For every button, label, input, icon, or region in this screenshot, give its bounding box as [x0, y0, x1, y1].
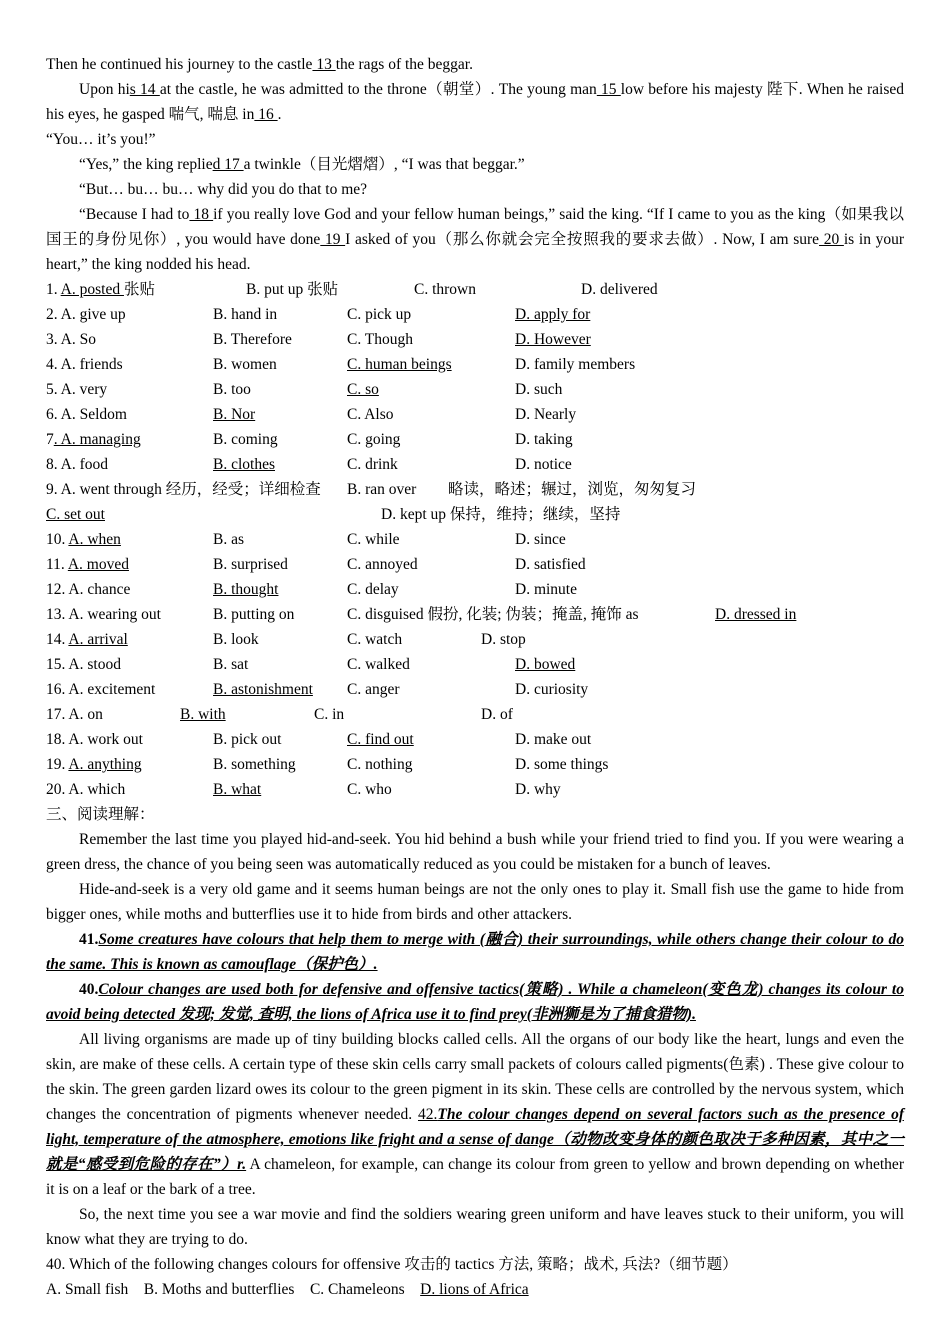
worksheet-page — [46, 52, 904, 1302]
option-c: C. Though — [347, 331, 414, 348]
story-text: Upon hi — [79, 81, 130, 98]
blank-16: 16 — [254, 106, 278, 123]
highlighted-sentence: Some creatures have colours that help them to merge with (融合) their surroundings, while others change their colour to do the same. This is known as camouflage（保护色）. — [46, 931, 904, 973]
paragraph-text: All living organisms are made up of tiny building blocks called cells. All the organs of our body like the heart, lungs and even the skin, are make of these cells. A certain type of these skin cells carry small packets of colours called pigments(色素) . These give colour to the skin. The green garden lizard owes its colour to the green pigment in its skin. These cells are controlled by the nervous system, which changes the concentration of pigments whenever needed. — [46, 1031, 904, 1123]
option-a: A. Seldom — [60, 406, 127, 423]
paragraph-text: A chameleon, for example, can change its colour from green to yellow and brown depending on whether it is on a leaf or the bark of a tree. — [46, 1156, 904, 1198]
story-line-4 — [46, 152, 904, 177]
blank-18: 18 — [189, 206, 214, 223]
story-text: at the castle, he was admitted to the throne（朝堂）. The young man — [159, 81, 597, 98]
option-b: B. surprised — [213, 556, 288, 573]
option-d: D. notice — [515, 456, 572, 473]
option-c: C. in — [314, 706, 345, 723]
story-text: . — [277, 106, 282, 123]
blank-13: 13 — [312, 56, 336, 73]
option-row-7: 7. A. managing B. coming C. going D. taking — [46, 427, 904, 452]
option-b: B. what — [213, 781, 262, 798]
option-row-19: 19. A. anything B. something C. nothing D. some things — [46, 752, 904, 777]
option-c: C. disguised 假扮, 化装; 伪装；掩盖, 掩饰 as — [347, 606, 639, 623]
question-40: 40. Which of the following changes colours for offensive 攻击的 tactics 方法, 策略；战术, 兵法?（细节题） — [46, 1256, 738, 1273]
option-row-1: 1. A. posted 张贴 B. put up 张贴 C. thrown D. delivered — [46, 277, 904, 302]
option-a: A. Small fish — [46, 1281, 129, 1298]
paragraph-number: 40. — [79, 981, 99, 998]
option-a: A. arrival — [68, 631, 128, 648]
option-b: B. pick out — [213, 731, 282, 748]
option-c: C. while — [347, 531, 400, 548]
option-row-12: 12. A. chance B. thought C. delay D. minute — [46, 577, 904, 602]
option-row-9b — [46, 502, 904, 527]
option-a: A. posted — [60, 281, 124, 298]
option-a: A. when — [68, 531, 121, 548]
option-b: B. something — [213, 756, 296, 773]
option-b: B. sat — [213, 656, 249, 673]
highlighted-sentence: Colour changes are used both for defensive and offensive tactics(策略) . While a chameleon(变色龙) changes its colour to avoid being detected 发现; 发觉, 查明, the lions of Africa use it to find prey(非洲狮是为了捕食猎物). — [46, 981, 904, 1023]
option-a: A. moved — [67, 556, 129, 573]
option-row-11: 11. A. moved B. surprised C. annoyed D. satisfied — [46, 552, 904, 577]
story-text: “Yes,” the king replie — [79, 156, 213, 173]
option-d: D. delivered — [581, 281, 658, 298]
option-a: A. excitement — [68, 681, 156, 698]
story-line-1 — [46, 52, 904, 77]
option-c: C. so — [347, 381, 379, 398]
blank-19: 19 — [320, 231, 346, 248]
story-text: is in your heart,” the king nodded his head. — [46, 231, 905, 273]
option-b: B. thought — [213, 581, 279, 598]
option-row-6: 6. A. Seldom B. Nor C. Also D. Nearly — [46, 402, 904, 427]
blank-20: 20 — [819, 231, 844, 248]
option-row-13: 13. A. wearing out B. putting on C. disguised 假扮, 化装; 伪装；掩盖, 掩饰 as D. dressed in — [46, 602, 904, 627]
story-line-5: “But… bu… bu… why did you do that to me? — [79, 181, 368, 198]
option-d: D. kept up 保持，维持；继续，坚持 — [381, 506, 621, 523]
option-d: D. Nearly — [515, 406, 577, 423]
option-row-16: 16. A. excitement B. astonishment C. anger D. curiosity — [46, 677, 904, 702]
option-d: D. family members — [515, 356, 636, 373]
story-text: a twinkle（目光熠熠）, “I was that beggar.” — [243, 156, 525, 173]
option-c: C. human beings — [347, 356, 452, 373]
option-d: D. bowed — [515, 656, 576, 673]
option-d: D. curiosity — [515, 681, 589, 698]
story-text: if you really love God and your fellow human beings,” said the king. “If I came to you as the king（如果我以国王的身份见你）, you would have done — [46, 206, 904, 248]
option-c: C. delay — [347, 581, 399, 598]
option-c: C. anger — [347, 681, 400, 698]
option-c: C. walked — [347, 656, 410, 673]
option-d: D. satisfied — [515, 556, 586, 573]
option-b: B. too — [213, 381, 251, 398]
option-c: C. going — [347, 431, 401, 448]
option-b: B. put up 张贴 — [246, 281, 339, 298]
reading-paragraph-1: Remember the last time you played hid-and-seek. You hid behind a bush while your friend tried to find you. If you were wearing a green dress, the chance of you being seen was automatically reduced as you could be mistaken for a bunch of leaves. — [46, 831, 904, 873]
option-c: C. Also — [347, 406, 394, 423]
option-b: B. astonishment — [213, 681, 313, 698]
section-heading: 三、阅读理解： — [46, 806, 155, 823]
options-list — [46, 277, 904, 802]
option-a: A. food — [60, 456, 109, 473]
option-row-14: 14. A. arrival B. look C. watch D. stop — [46, 627, 904, 652]
option-c: C. set out — [46, 506, 105, 523]
option-b: B. clothes — [213, 456, 275, 473]
option-c: C. who — [347, 781, 392, 798]
option-a: A. on — [68, 706, 103, 723]
option-b: B. ran over — [347, 481, 417, 498]
option-row-8: 8. A. food B. clothes C. drink D. notice — [46, 452, 904, 477]
option-d: D. lions of Africa — [420, 1281, 529, 1298]
option-a: A. friends — [60, 356, 123, 373]
option-a: A. which — [68, 781, 126, 798]
blank-17: d 17 — [212, 156, 244, 173]
option-a: A. anything — [68, 756, 142, 773]
option-a: A. went through 经历，经受；详细检查 — [60, 481, 321, 498]
option-a: A. very — [60, 381, 108, 398]
option-d: D. dressed in — [715, 606, 797, 623]
option-row-18: 18. A. work out B. pick out C. find out D. make out — [46, 727, 904, 752]
option-row-17: 17. A. on B. with C. in D. of — [46, 702, 904, 727]
reading-paragraph-6: So, the next time you see a war movie and find the soldiers wearing green uniform and have leaves stuck to their uniform, you will know what they are trying to do. — [46, 1206, 904, 1248]
option-row-5: 5. A. very B. too C. so D. such — [46, 377, 904, 402]
story-text: Then he continued his journey to the castle — [46, 56, 313, 73]
option-d: D. make out — [515, 731, 592, 748]
question-40-options — [46, 1277, 904, 1302]
paragraph-number: 42. — [418, 1106, 438, 1123]
option-b: B. look — [213, 631, 259, 648]
option-c: C. nothing — [347, 756, 413, 773]
option-d: D. minute — [515, 581, 577, 598]
option-d: D. some things — [515, 756, 609, 773]
option-b: B. Nor — [213, 406, 256, 423]
story-line-3: “You… it’s you!” — [46, 131, 156, 148]
option-d: D. stop — [481, 631, 526, 648]
blank-14: s 14 — [129, 81, 160, 98]
story-text: the rags of the beggar. — [335, 56, 473, 73]
option-a: A. So — [60, 331, 96, 348]
option-a: A. chance — [68, 581, 131, 598]
option-row-3: 3. A. So B. Therefore C. Though D. However — [46, 327, 904, 352]
blank-15: 15 — [596, 81, 621, 98]
option-c: C. watch — [347, 631, 403, 648]
story-paragraph-2 — [46, 77, 904, 127]
option-c: C. pick up — [347, 306, 412, 323]
option-b: B. with — [180, 706, 226, 723]
option-d: D. since — [515, 531, 566, 548]
option-a: A. wearing out — [68, 606, 161, 623]
option-b: B. Therefore — [213, 331, 292, 348]
story-paragraph-6 — [46, 202, 904, 277]
paragraph-number: 41. — [79, 931, 99, 948]
option-row-10: 10. A. when B. as C. while D. since — [46, 527, 904, 552]
story-text: “Because I had to — [79, 206, 190, 223]
option-c: C. drink — [347, 456, 398, 473]
option-b: B. putting on — [213, 606, 295, 623]
highlighted-sentence: The colour changes depend on several factors such as the presence of light, temperature of the atmosphere, emotions like fright and a sense of dange（动物改变身体的颜色取决于多种因素，其中之一就是“感受到危险的存在”）r. — [46, 1106, 904, 1173]
option-c: C. annoyed — [347, 556, 418, 573]
option-d: D. of — [481, 706, 513, 723]
reading-paragraph-3 — [46, 927, 904, 977]
option-row-9: 9. A. went through 经历，经受；详细检查 B. ran over 略读，略述；辗过，浏览，匆匆复习 — [46, 477, 904, 502]
option-b-note: 略读，略述；辗过，浏览，匆匆复习 — [448, 481, 697, 498]
option-b: B. hand in — [213, 306, 278, 323]
option-a: . A. managing — [53, 431, 141, 448]
option-d: D. taking — [515, 431, 573, 448]
option-b: B. Moths and butterflies — [143, 1281, 295, 1298]
option-c: C. thrown — [414, 281, 476, 298]
option-row-4: 4. A. friends B. women C. human beings D. family members — [46, 352, 904, 377]
story-text: I asked of you（那么你就会完全按照我的要求去做）. Now, I am sure — [345, 231, 820, 248]
option-a: A. stood — [68, 656, 121, 673]
reading-paragraph-4 — [46, 977, 904, 1027]
option-d: D. such — [515, 381, 563, 398]
story-text: low before his majesty 陛下. When he raised his eyes, he gasped 喘气, 喘息 in — [46, 81, 905, 123]
option-d: D. why — [515, 781, 561, 798]
option-c: C. find out — [347, 731, 414, 748]
option-row-20: 20. A. which B. what C. who D. why — [46, 777, 904, 802]
option-d: D. However — [515, 331, 591, 348]
option-b: B. coming — [213, 431, 278, 448]
option-b: B. women — [213, 356, 277, 373]
option-b: B. as — [213, 531, 244, 548]
option-a: A. give up — [60, 306, 126, 323]
option-d: D. apply for — [515, 306, 591, 323]
reading-paragraph-2: Hide-and-seek is a very old game and it seems human beings are not the only ones to play it. Small fish use the game to hide from bigger ones, while moths and butterflies use it to hide from birds and other attackers. — [46, 881, 904, 923]
option-a: A. work out — [68, 731, 143, 748]
reading-paragraph-5 — [46, 1027, 904, 1202]
option-row-15: 15. A. stood B. sat C. walked D. bowed — [46, 652, 904, 677]
option-c: C. Chameleons — [309, 1281, 405, 1298]
option-row-2: 2. A. give up B. hand in C. pick up D. apply for — [46, 302, 904, 327]
